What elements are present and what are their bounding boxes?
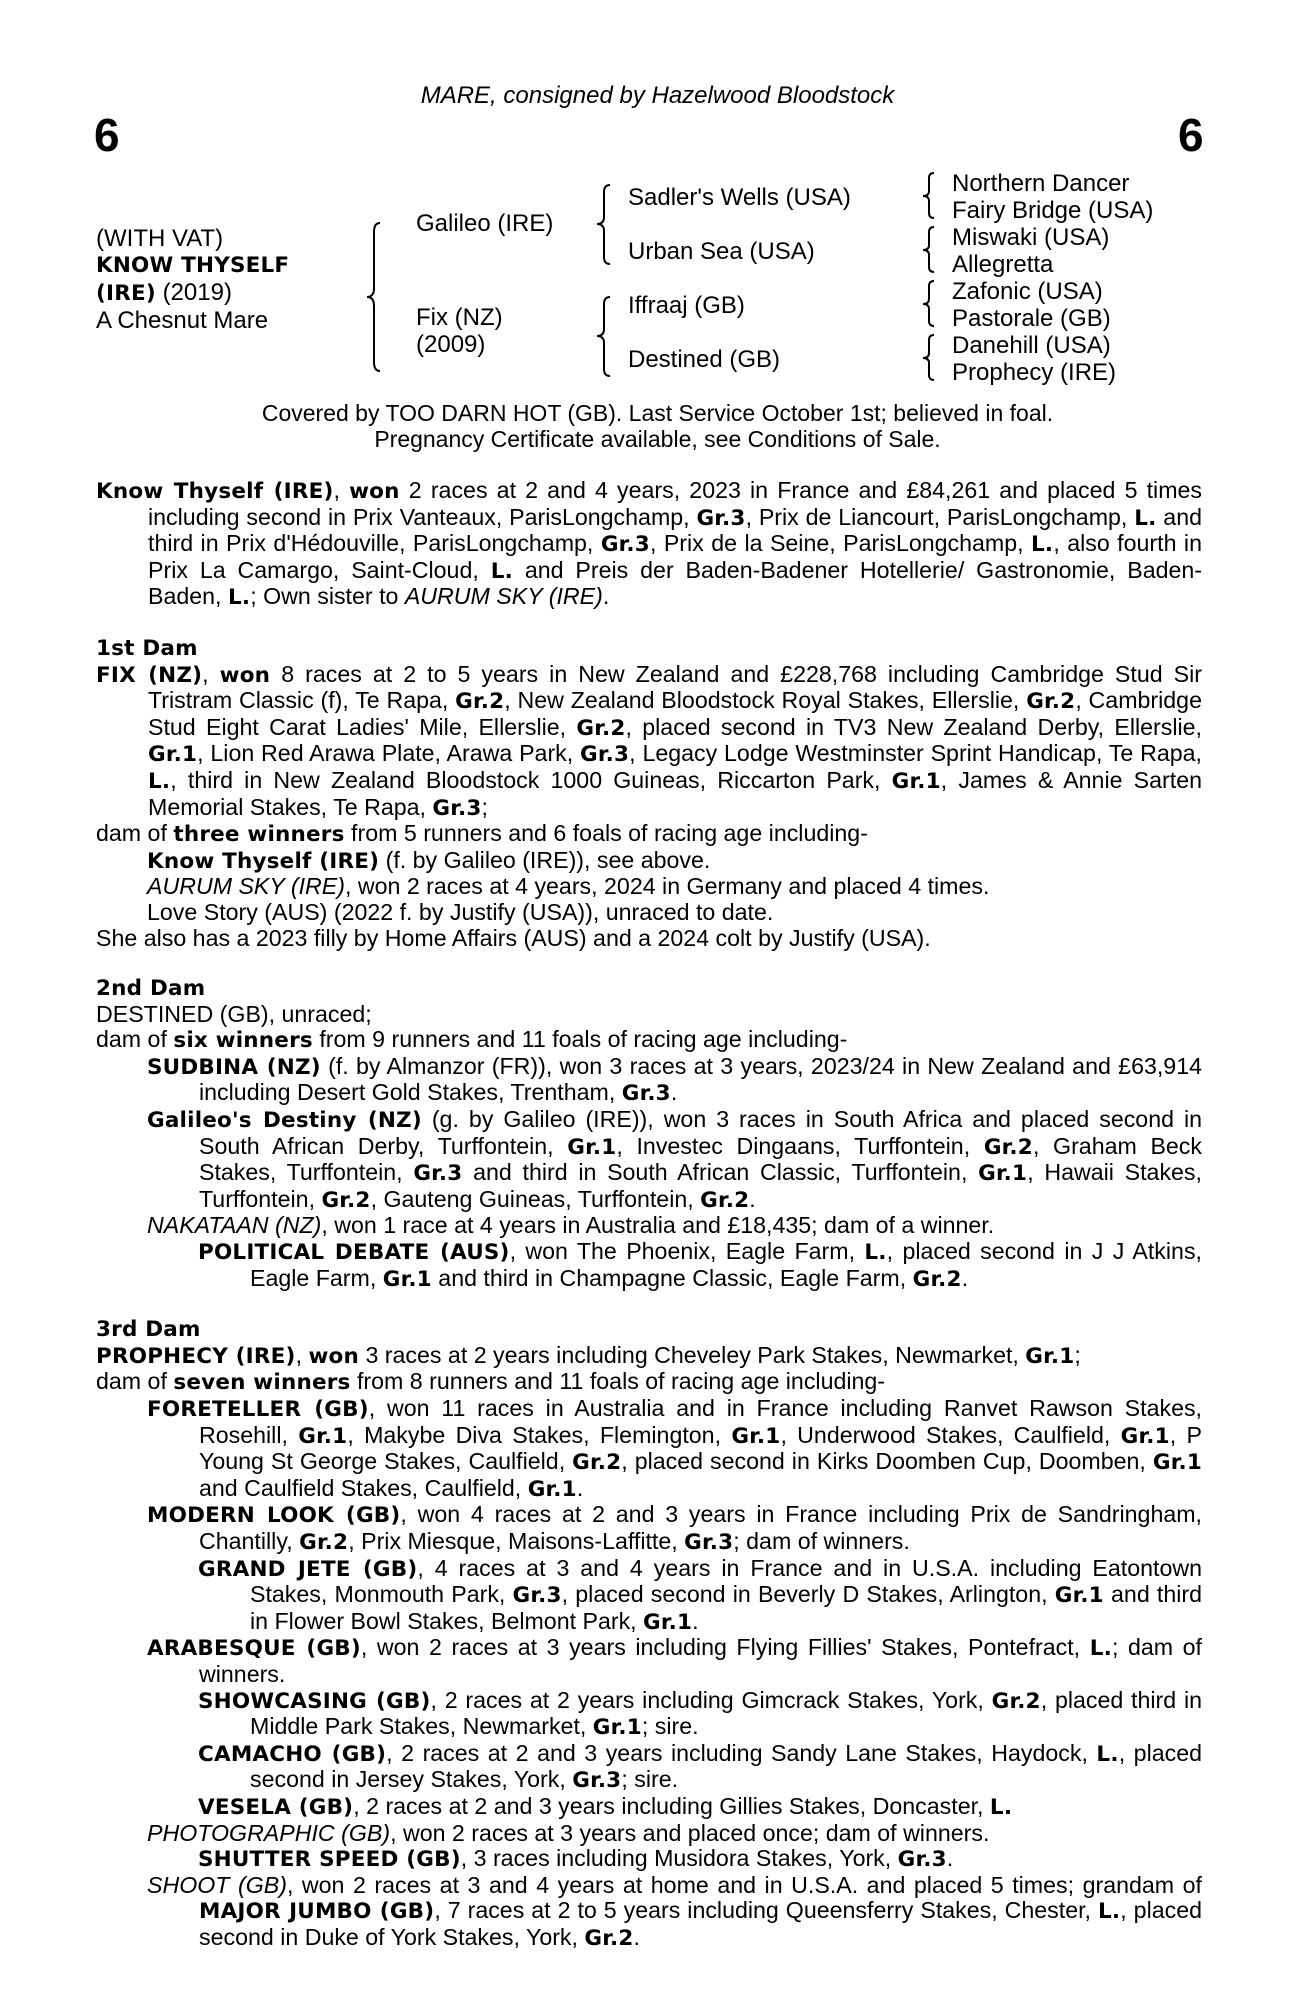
horse-name: KNOW THYSELF [96, 253, 290, 278]
produce-galileos-destiny: Galileo's Destiny (NZ) (g. by Galileo (IRE)), won 3 races in South Africa and placed second in South African Derby, Turffontein, Gr.1, Investec Dingaans, Turffontein, Gr.2, Graham Beck Stakes, Turffontein, Gr.3 and third in South African Classic, Turffontein, Gr.1, Hawaii Stakes, Turffontein, Gr.2, Gauteng Guineas, Turffontein, Gr.2. [147, 1106, 1203, 1213]
sire-dam-bracket [366, 222, 386, 372]
produce-showcasing: SHOWCASING (GB), 2 races at 2 years including Gimcrack Stakes, York, Gr.2, placed third in Middle Park Stakes, Newmarket, Gr.1; sire. [198, 1686, 1202, 1741]
covering-note [0, 400, 1315, 452]
gen2-dams-dam: Destined (GB) [628, 346, 781, 373]
produce-shutter-speed: SHUTTER SPEED (GB), 3 races including Musidora Stakes, York, Gr.3. [198, 1845, 954, 1873]
gen2-sires-dam: Urban Sea (USA) [628, 238, 815, 265]
gen2-dams-sire: Iffraaj (GB) [628, 292, 745, 319]
dam-name-line1: Fix (NZ) [416, 304, 503, 331]
gen3-ancestor-7: Danehill (USA) [952, 332, 1111, 359]
first-dam-produce-summary: dam of three winners from 5 runners and 6 foals of racing age including- [96, 820, 868, 848]
gen2-sires-sire: Sadler's Wells (USA) [628, 184, 851, 211]
gen3-ancestor-1: Northern Dancer [952, 170, 1130, 197]
sire-name: Galileo (IRE) [416, 210, 554, 237]
third-dam-record: PROPHECY (IRE), won 3 races at 2 years including Cheveley Park Stakes, Newmarket, Gr.1; [96, 1341, 1081, 1369]
gen3-bracket-4 [922, 334, 938, 382]
gen3-ancestor-6: Pastorale (GB) [952, 305, 1111, 332]
produce-love-story: Love Story (AUS) (2022 f. by Justify (USA)), unraced to date. [147, 898, 774, 925]
produce-nakataan: NAKATAAN (NZ), won 1 race at 4 years in Australia and £18,435; dam of a winner. [147, 1212, 995, 1239]
gen3-ancestor-2: Fairy Bridge (USA) [952, 197, 1154, 224]
second-dam-heading: 2nd Dam [96, 976, 206, 1002]
produce-sudbina: SUDBINA (NZ) (f. by Almanzor (FR)), won 3 races at 3 years, 2023/24 in New Zealand and £63,914 including Desert Gold Stakes, Trentham, Gr.3. [147, 1052, 1202, 1107]
gen3-bracket-2 [922, 226, 938, 274]
first-dam-further-produce: She also has a 2023 filly by Home Affairs (AUS) and a 2024 colt by Justify (USA). [96, 924, 931, 951]
produce-aurum-sky: AURUM SKY (IRE), won 2 races at 4 years, 2024 in Germany and placed 4 times. [147, 873, 990, 900]
produce-photographic: PHOTOGRAPHIC (GB), won 2 races at 3 years and placed once; dam of winners. [147, 1819, 990, 1846]
first-dam-record: FIX (NZ), won 8 races at 2 to 5 years in New Zealand and £228,768 including Cambridge Stud Sir Tristram Classic (f), Te Rapa, Gr.2, New Zealand Bloodstock Royal Stakes, Ellerslie, Gr.2, Cambridge Stud Eight Carat Ladies' Mile, Ellerslie, Gr.2, placed second in TV3 New Zealand Derby, Ellerslie, Gr.1, Lion Red Arawa Plate, Arawa Park, Gr.3, Legacy Lodge Westminster Sprint Handicap, Te Rapa, L., third in New Zealand Bloodstock 1000 Guineas, Riccarton Park, Gr.1, James & Annie Sarten Memorial Stakes, Te Rapa, Gr.3; [96, 660, 1202, 821]
third-dam-produce-summary: dam of seven winners from 8 runners and 11 foals of racing age including- [96, 1368, 886, 1396]
horse-race-record: Know Thyself (IRE), won 2 races at 2 and 4 years, 2023 in France and £84,261 and placed 5 times including second in Prix Vanteaux, ParisLongchamp, Gr.3, Prix de Liancourt, ParisLongchamp, L. and third in Prix d'Hédouville, ParisLongchamp, Gr.3, Prix de la Seine, ParisLongchamp, L., also fourth in Prix La Camargo, Saint-Cloud, L. and Preis der Baden-Badener Hotellerie/ Gastronomie, Baden-Baden, L.; Own sister to AURUM SKY (IRE). [96, 477, 1202, 611]
second-dam-produce-summary: dam of six winners from 9 runners and 11 foals of racing age including- [96, 1026, 848, 1054]
gen2-bracket-top [596, 184, 616, 266]
gen3-ancestor-3: Miswaki (USA) [952, 224, 1110, 251]
lot-number-left: 6 [94, 109, 120, 161]
produce-know-thyself: Know Thyself (IRE) (f. by Galileo (IRE)), see above. [147, 846, 711, 874]
consignment-line: MARE, consigned by Hazelwood Bloodstock [420, 82, 895, 109]
gen2-bracket-bottom [596, 296, 616, 378]
vat-note: (WITH VAT) [96, 225, 224, 252]
covering-line-1: Covered by TOO DARN HOT (GB). Last Service October 1st; believed in foal. [261, 400, 1054, 426]
produce-political-debate: POLITICAL DEBATE (AUS), won The Phoenix, Eagle Farm, L., placed second in J J Atkins, Eagle Farm, Gr.1 and third in Champagne Classic, Eagle Farm, Gr.2. [198, 1238, 1202, 1292]
produce-foreteller: FORETELLER (GB), won 11 races in Australia and in France including Ranvet Rawson Stakes, Rosehill, Gr.1, Makybe Diva Stakes, Flemington, Gr.1, Underwood Stakes, Caulfield, Gr.1, P Young St George Stakes, Caulfield, Gr.2, placed second in Kirks Doomben Cup, Doomben, Gr.1 and Caulfield Stakes, Caulfield, Gr.1. [147, 1395, 1202, 1502]
catalogue-body [96, 478, 1202, 1951]
produce-camacho: CAMACHO (GB), 2 races at 2 and 3 years including Sandy Lane Stakes, Haydock, L., placed second in Jersey Stakes, York, Gr.3; sire. [198, 1739, 1203, 1794]
gen3-ancestor-8: Prophecy (IRE) [952, 359, 1117, 386]
lot-number-right: 6 [1178, 109, 1204, 161]
horse-description: A Chesnut Mare [96, 307, 269, 334]
produce-grand-jete: GRAND JETE (GB), 4 races at 3 and 4 years in France and in U.S.A. including Eatontown Stakes, Monmouth Park, Gr.3, placed second in Beverly D Stakes, Arlington, Gr.1 and third in Flower Bowl Stakes, Belmont Park, Gr.1. [198, 1554, 1203, 1635]
dam-name-line2: (2009) [416, 331, 486, 358]
horse-year: (2019) [155, 279, 232, 306]
covering-line-2: Pregnancy Certificate available, see Conditions of Sale. [374, 426, 941, 452]
gen3-bracket-1 [922, 172, 938, 220]
horse-suffix: (IRE) [96, 281, 156, 306]
second-dam-record: DESTINED (GB), unraced; [96, 1000, 372, 1027]
gen3-ancestor-4: Allegretta [952, 251, 1054, 278]
horse-identity [96, 225, 289, 334]
produce-shoot: SHOOT (GB), won 2 races at 3 and 4 years at home and in U.S.A. and placed 5 times; grandam of MAJOR JUMBO (GB), 7 races at 2 to 5 years including Queensferry Stakes, Chester, L., placed second in Duke of York Stakes, York, Gr.2. [147, 1871, 1203, 1951]
first-dam-heading: 1st Dam [96, 635, 198, 661]
produce-modern-look: MODERN LOOK (GB), won 4 races at 2 and 3 years in France including Prix de Sandringham, Chantilly, Gr.2, Prix Miesque, Maisons-Laffitte, Gr.3; dam of winners. [147, 1501, 1202, 1555]
produce-vesela: VESELA (GB), 2 races at 2 and 3 years including Gillies Stakes, Doncaster, L. [198, 1792, 1013, 1820]
produce-arabesque: ARABESQUE (GB), won 2 races at 3 years including Flying Fillies' Stakes, Pontefract, L.; dam of winners. [147, 1634, 1202, 1687]
third-dam-heading: 3rd Dam [96, 1317, 201, 1343]
gen3-ancestor-5: Zafonic (USA) [952, 278, 1103, 305]
gen3-bracket-3 [922, 280, 938, 328]
